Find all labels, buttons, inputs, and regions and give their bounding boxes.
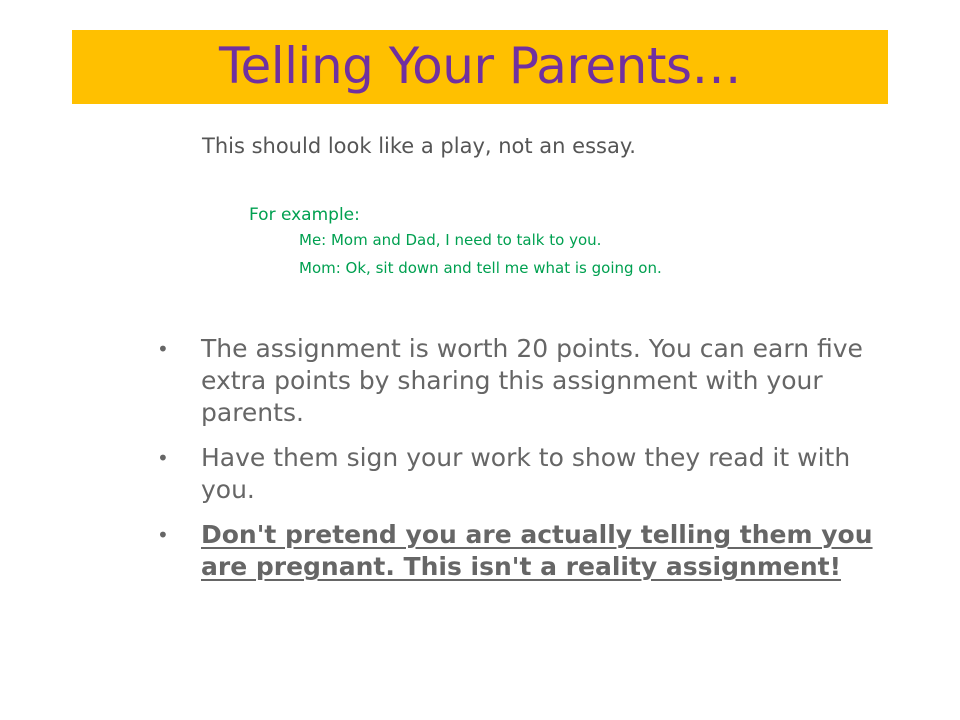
bullet-text: The assignment is worth 20 points. You can earn five extra points by sharing this assignment with your parents. <box>201 334 863 427</box>
bullet-text: Don't pretend you are actually telling them you are pregnant. This isn't a reality assignment! <box>201 520 873 581</box>
slide-title: Telling Your Parents… <box>218 37 742 95</box>
bullet-item-warning <box>155 519 875 583</box>
bullet-item-points <box>155 333 875 429</box>
example-block <box>249 201 662 282</box>
example-line-me: Me: Mom and Dad, I need to talk to you. <box>299 231 602 249</box>
bullet-dot-icon: • <box>157 446 169 470</box>
bullet-dot-icon: • <box>157 337 169 361</box>
title-bar <box>72 30 888 104</box>
intro-text: This should look like a play, not an essay. <box>202 134 636 158</box>
bullet-dot-icon: • <box>157 523 169 547</box>
example-heading: For example: <box>249 205 360 225</box>
bullet-item-sign <box>155 442 875 506</box>
example-line-mom: Mom: Ok, sit down and tell me what is going on. <box>299 259 662 277</box>
bullet-text: Have them sign your work to show they read it with you. <box>201 443 851 504</box>
bullet-list <box>155 333 875 596</box>
